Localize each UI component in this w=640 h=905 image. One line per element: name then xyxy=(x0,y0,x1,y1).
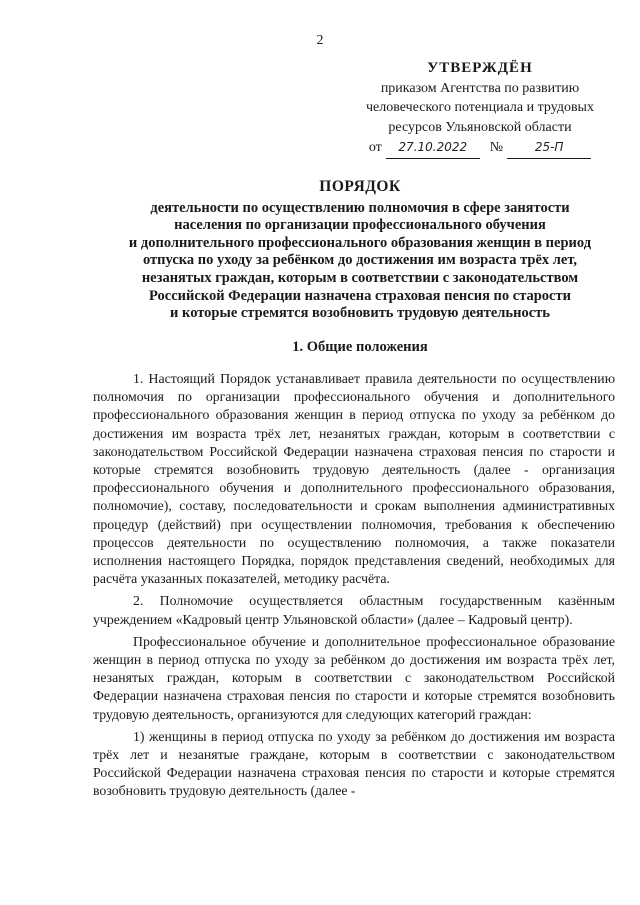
approval-date-number-line xyxy=(345,138,615,159)
approval-line-3: ресурсов Ульяновской области xyxy=(388,119,572,135)
document-title-line: отпуска по уходу за ребёнком до достижения им возраста трёх лет, xyxy=(142,252,578,269)
document-title-line: деятельности по осуществлению полномочия в сфере занятости xyxy=(150,199,570,216)
page-number: 2 xyxy=(316,33,324,48)
document-title-line: и дополнительного профессионального образования женщин в период xyxy=(128,234,592,251)
number-sign: № xyxy=(489,140,504,155)
paragraph: 1) женщины в период отпуска по уходу за ребёнком до достижения им возраста трёх лет и незанятые граждане, которым в соответствии с законодательством Российской Федерации назначена страховая пенсия по старости и которые стремятся возобновить трудовую деятельность (далее - xyxy=(93,728,615,799)
approval-line-2: человеческого потенциала и трудовых xyxy=(366,100,594,115)
body-text xyxy=(93,370,615,805)
document-title-line: населения по организации профессионального обучения xyxy=(174,217,546,234)
document-title-main: ПОРЯДОК xyxy=(319,178,401,195)
handwritten-number: 25-П xyxy=(507,138,591,159)
handwritten-date: 27.10.2022 xyxy=(386,138,480,159)
paragraph: 2. Полномочие осуществляется областным государственным казённым учреждением «Кадровый центр Ульяновской области» (далее – Кадровый центр). xyxy=(93,593,615,627)
approval-line-1: приказом Агентства по развитию xyxy=(380,80,580,96)
document-title xyxy=(90,178,630,323)
document-title-line: незанятых граждан, которым в соответствии с законодательством xyxy=(141,269,579,286)
document-title-line: Российской Федерации назначена страховая пенсия по старости xyxy=(149,287,571,304)
document-title-line: и которые стремятся возобновить трудовую деятельность xyxy=(170,305,550,322)
date-prefix: от xyxy=(368,140,382,155)
paragraph: 1. Настоящий Порядок устанавливает правила деятельности по осуществлению полномочия по организации профессионального обучения и дополнительного профессионального образования женщин в период отпуска по уходу за ребёнком до достижения им возраста трёх лет, незанятых граждан, которым в соответствии с законодательством Российской Федерации назначена страховая пенсия по старости и которые стремятся возобновить трудовую деятельность (далее - организация профессионального обучения и дополнительного профессионального образования, полномочие), составу, последовательности и срокам выполнения административных процедур (действий) при осуществлении полномочия, требования к обеспечению процессов деятельности по осуществлению полномочия, а также показатели исполнения настоящего Порядка, порядок представления сведений, необходимых для расчёта указанных показателей, методику расчёта. xyxy=(93,371,615,587)
section-heading: 1. Общие положения xyxy=(292,339,428,355)
approval-stamp xyxy=(345,59,615,159)
paragraph: Профессиональное обучение и дополнительное профессиональное образование женщин в период отпуска по уходу за ребёнком до достижения им возраста трёх лет, незанятых граждан, которым в соответствии с законодательством Российской Федерации назначена страховая пенсия по старости и которые стремятся возобновить трудовую деятельность, организуются для следующих категорий граждан: xyxy=(93,633,615,722)
approval-title: УТВЕРЖДЁН xyxy=(427,60,533,76)
